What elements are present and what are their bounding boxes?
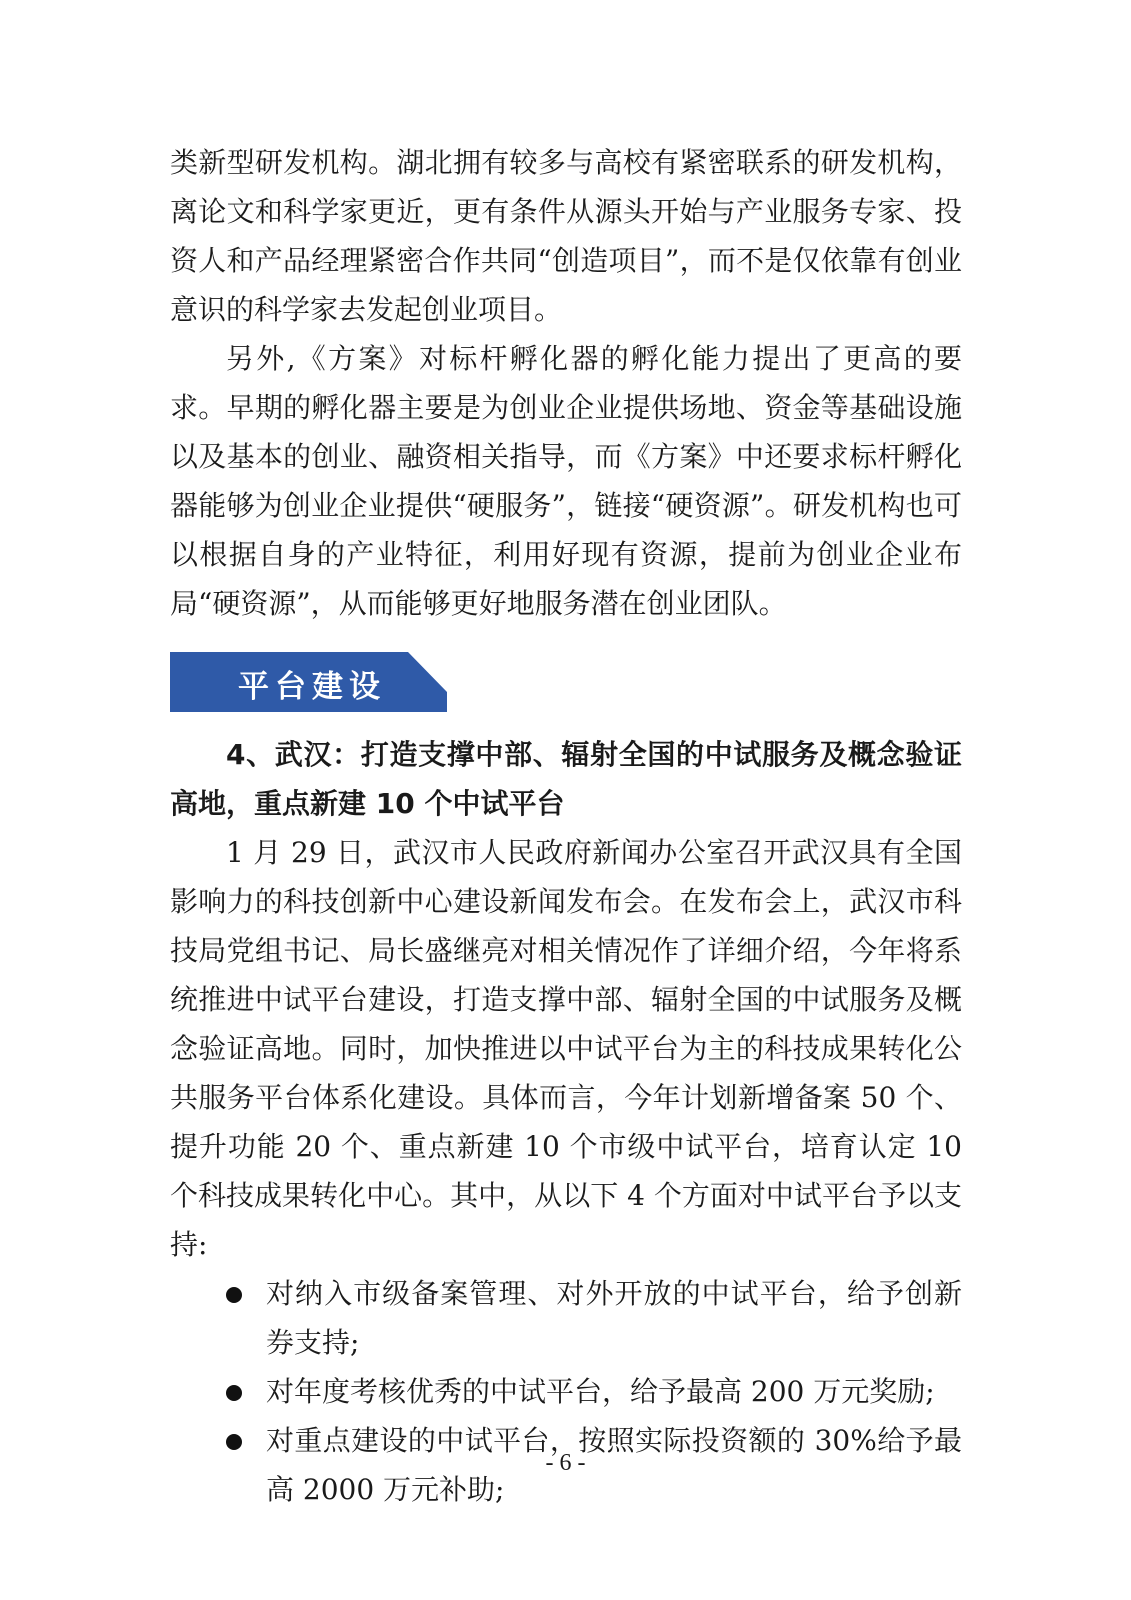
list-item: [170, 1269, 962, 1367]
list-item-text: 对纳入市级备案管理、对外开放的中试平台，给予创新券支持;: [266, 1277, 962, 1359]
section-banner: [170, 652, 447, 712]
section-body-paragraph: 1 月 29 日，武汉市人民政府新闻办公室召开武汉具有全国影响力的科技创新中心建设新闻发布会。在发布会上，武汉市科技局党组书记、局长盛继亮对相关情况作了详细介绍，今年将系统推进中试平台建设，打造支撑中部、辐射全国的中试服务及概念验证高地。同时，加快推进以中试平台为主的科技成果转化公共服务平台体系化建设。具体而言，今年计划新增备案 50 个、提升功能 20 个、重点新建 10 个市级中试平台，培育认定 10 个科技成果转化中心。其中，从以下 4 个方面对中试平台予以支持:: [170, 836, 962, 1261]
bullet-icon: [226, 1434, 242, 1450]
intro-paragraph-2: 另外,《方案》对标杆孵化器的孵化能力提出了更高的要求。早期的孵化器主要是为创业企业提供场地、资金等基础设施以及基本的创业、融资相关指导，而《方案》中还要求标杆孵化器能够为创业企业提供“硬服务”，链接“硬资源”。研发机构也可以根据自身的产业特征，利用好现有资源，提前为创业企业布局“硬资源”，从而能够更好地服务潜在创业团队。: [170, 342, 962, 620]
page-number: - 6 -: [545, 1450, 586, 1476]
support-measures-list: [170, 1269, 962, 1514]
section-heading: 4、武汉：打造支撑中部、辐射全国的中试服务及概念验证高地，重点新建 10 个中试平台: [170, 738, 962, 820]
bullet-icon: [226, 1287, 242, 1303]
page-content: [170, 138, 962, 1514]
intro-paragraph-1: 类新型研发机构。湖北拥有较多与高校有紧密联系的研发机构，离论文和科学家更近，更有条件从源头开始与产业服务专家、投资人和产品经理紧密合作共同“创造项目”，而不是仅依靠有创业意识的科学家去发起创业项目。: [170, 146, 962, 326]
list-item: [170, 1367, 962, 1416]
list-item-text: 对重点建设的中试平台，按照实际投资额的 30%给予最高 2000 万元补助;: [266, 1424, 962, 1506]
section-banner-title: 平台建设: [238, 669, 386, 705]
list-item-text: 对年度考核优秀的中试平台，给予最高 200 万元奖励;: [266, 1375, 935, 1408]
bullet-icon: [226, 1385, 242, 1401]
